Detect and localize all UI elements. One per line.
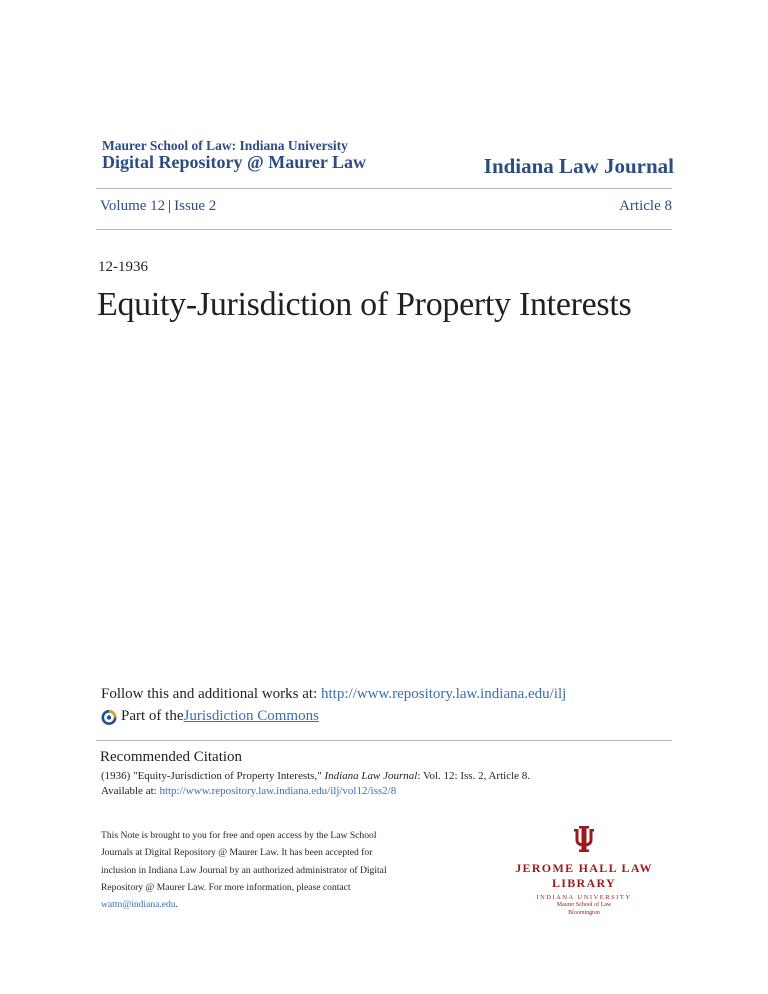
article-number: Article 8 — [619, 198, 672, 214]
contact-email-link[interactable]: wattn@indiana.edu — [101, 899, 176, 911]
article-title: Equity-Jurisdiction of Property Interests — [97, 286, 632, 323]
volume-issue-separator: | — [168, 198, 172, 214]
journal-name[interactable]: Indiana Law Journal — [483, 154, 674, 178]
library-university: INDIANA UNIVERSITY — [536, 894, 632, 901]
repository-name[interactable]: Digital Repository @ Maurer Law — [102, 152, 367, 172]
citation-journal: Indiana Law Journal — [324, 770, 418, 782]
note-email-line — [101, 896, 421, 913]
note-line: This Note is brought to you for free and open access by the Law School — [101, 830, 377, 841]
iu-trident-icon — [492, 826, 676, 857]
follow-line — [101, 686, 566, 703]
header-divider — [96, 188, 672, 189]
available-prefix: Available at: — [101, 785, 160, 797]
citation-heading: Recommended Citation — [100, 749, 243, 765]
citation-text-pre: (1936) "Equity-Jurisdiction of Property Interests," — [101, 770, 325, 782]
available-line — [101, 785, 396, 797]
school-name: Maurer School of Law: Indiana University — [102, 138, 348, 153]
volume-issue-bar — [100, 198, 216, 215]
citation-text — [101, 770, 530, 782]
part-prefix: Part of the — [121, 708, 184, 724]
note-line: inclusion in Indiana Law Journal by an authorized administrator of Digital — [101, 864, 387, 876]
available-url-link[interactable]: http://www.repository.law.indiana.edu/ilj/vol12/iss2/8 — [159, 785, 397, 797]
email-suffix: . — [175, 899, 179, 911]
part-of-line — [101, 708, 319, 725]
access-note — [101, 827, 421, 913]
library-campus: Bloomington — [568, 910, 600, 916]
publication-date: 12-1936 — [98, 259, 148, 275]
citation-text-post: : Vol. 12: Iss. 2, Article 8. — [417, 770, 531, 782]
issue-divider — [96, 229, 672, 230]
note-line: Journals at Digital Repository @ Maurer Law. It has been accepted for — [101, 847, 373, 859]
citation-divider — [96, 740, 672, 741]
library-logo[interactable] — [492, 826, 676, 917]
note-line: Repository @ Maurer Law. For more information, please contact — [101, 881, 351, 893]
follow-prefix: Follow this and additional works at: — [101, 686, 321, 702]
follow-url-link[interactable]: http://www.repository.law.indiana.edu/ilj — [320, 686, 567, 702]
bepress-commons-icon — [101, 709, 117, 725]
library-school: Maurer School of Law — [556, 902, 612, 908]
issue-link[interactable]: Issue 2 — [174, 198, 217, 214]
jurisdiction-commons-link[interactable]: Jurisdiction Commons — [183, 708, 319, 724]
library-name: JEROME HALL LAW LIBRARY — [515, 861, 653, 890]
volume-link[interactable]: Volume 12 — [100, 198, 166, 214]
